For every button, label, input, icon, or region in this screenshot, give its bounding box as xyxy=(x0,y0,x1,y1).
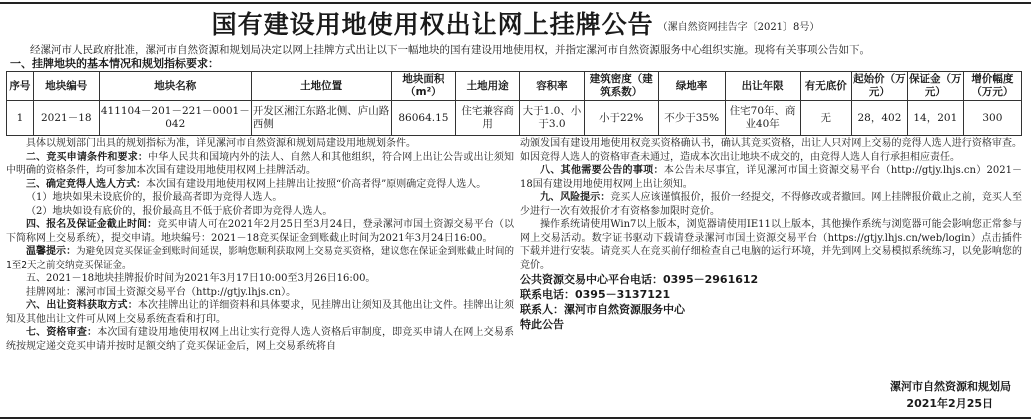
section4-heading: 四、报名及保证金截止时间： xyxy=(26,219,158,230)
col-header: 序号 xyxy=(7,72,34,101)
table-cell: 300 xyxy=(963,101,1021,136)
col-header: 土地用途 xyxy=(456,72,520,101)
issue-date: 2021年2月25日 xyxy=(906,397,993,410)
section7-heading: 七、资格审查： xyxy=(26,327,98,338)
section3-heading: 三、确定竞得人选人方式： xyxy=(26,178,146,190)
section7-continued: 动颁发国有建设用地使用权竞买资格确认书，确认其竞买资格，出让人只对网上交易的竞得人选人进行资格审查。如因竞得人选人的资格审查未通过，造成本次出让地块不成交的，由竞得人选人自行承担相应责任。 xyxy=(520,138,1022,163)
title-row xyxy=(0,8,1031,42)
section6-heading: 六、出让资料获取方式： xyxy=(26,300,138,311)
closing-text: 特此公告 xyxy=(520,318,564,331)
system-requirements: 操作系统请使用Win7以上版本，浏览器请使用IE11以上版本，其他操作系统与浏览器可能会影响您正常参与网上交易活动。数字证书驱动下载请登录漯河市国土资源交易平台（https://gtjy.lhjs.cn/web/login）点击插件下载并进行安装。请竞买人在竞买前仔细检查自己电脑的运行环境，并先到网上交易模拟系统练习，以免影响您的竞价。 xyxy=(520,219,1022,271)
table-cell: 大于1.0、小于3.0 xyxy=(520,101,585,136)
section3-body: 本次国有建设用地使用权网上挂牌出让按照“价高者得”原则确定竞得人选人。 xyxy=(146,178,487,190)
issuer-name: 漯河市自然资源和规划局 xyxy=(890,380,1011,393)
section7-body: 本次国有建设用地使用权网上出让实行竞得人选人资格后审制度，即竞买申请人在网上交易系统按规定递交竞买申请并按时足额交纳了竞买保证金后，网上交易系统将自 xyxy=(6,327,515,352)
section4 xyxy=(6,218,514,245)
section5-website: 挂牌网址：漯河市国土资源交易平台（http://gtjy.lhjs.cn）。 xyxy=(26,286,297,298)
contact-person: 联系人：漯河市自然资源服务中心 xyxy=(520,303,685,316)
section2 xyxy=(6,151,514,178)
left-column xyxy=(6,137,514,353)
body-columns xyxy=(6,137,1022,419)
section5: 五、2021－18地块挂牌报价时间为2021年3月17日10:00至3月26日16:00。 xyxy=(26,273,376,284)
section7 xyxy=(6,326,514,353)
section9-heading: 九、风险提示： xyxy=(540,192,611,203)
right-column xyxy=(520,137,1022,332)
section8-heading: 八、其他需要公告的事项： xyxy=(540,165,664,176)
table-cell: 1 xyxy=(7,101,34,136)
planning-note: 具体以规划部门出具的规划指标为准，详见漯河市自然资源和规划局建设用地规划条件。 xyxy=(26,138,416,149)
section2-body: 中华人民共和国境内外的法人、自然人和其他组织，符合网上出让公告或出让须知中明确的资格条件，均可参加本次国有建设用地使用权网上挂牌活动。 xyxy=(6,151,515,176)
table-cell: 无 xyxy=(800,101,851,136)
table-cell: 2021－18 xyxy=(33,101,99,136)
section3 xyxy=(6,178,514,192)
col-header: 地块名称 xyxy=(99,72,251,101)
section9 xyxy=(520,191,1022,218)
col-header: 地块面积（m²） xyxy=(391,72,456,101)
parcel-table xyxy=(6,71,1022,136)
section3-item-2: （2）地块如设有底价的，报价最高且不低于底价者即为竞得人选人。 xyxy=(26,205,333,217)
table-cell: 28，402 xyxy=(851,101,907,136)
section3-item-1: （1）地块如果未设底价的，报价最高者即为竞得人选人。 xyxy=(26,192,283,203)
table-row xyxy=(7,101,1022,136)
section8 xyxy=(520,164,1022,191)
tip-heading: 温馨提示： xyxy=(26,246,77,257)
section6 xyxy=(6,299,514,326)
table-cell: 411104－201－221－0001－042 xyxy=(99,101,251,136)
section4-body: 竞买申请人可在2021年2月25日至3月24日，登录漯河市国土资源交易平台（以下简称网上交易系统），提交申请。地块编号：2021－18竞买保证金到账截止时间为2021年3月24日16:00。 xyxy=(6,219,515,244)
table-cell: 小于22% xyxy=(584,101,658,136)
section2-heading: 二、竞买申请条件和要求： xyxy=(26,151,149,163)
col-header: 地块编号 xyxy=(33,72,99,101)
platform-phone: 公共资源交易中心平台电话：0395－2961612 xyxy=(520,273,759,286)
col-header: 土地位置 xyxy=(251,72,391,101)
table-cell: 86064.15 xyxy=(391,101,456,136)
col-header: 容积率 xyxy=(520,72,585,101)
col-header: 绿地率 xyxy=(658,72,725,101)
tip-paragraph xyxy=(6,245,514,272)
document-number: （漯自然资网挂告字〔2021〕8号） xyxy=(657,21,820,33)
section6-body: 本次挂牌出让的详细资料和具体要求，见挂牌出让须知及其他出让文件。挂牌出让须知及其他出让文件可从网上交易系统查看和打印。 xyxy=(6,300,515,325)
top-divider xyxy=(0,2,1031,4)
section8-body: 本公告未尽事宜，详见漯河市国土资源交易平台（http://gtjy.lhjs.cn）2021－18国有建设用地使用权网上出让须知。 xyxy=(520,165,1023,190)
table-cell: 不少于35% xyxy=(658,101,725,136)
section1-heading: 一、挂牌地块的基本情况和规划指标要求： xyxy=(10,57,219,70)
col-header: 有无底价 xyxy=(800,72,851,101)
table-cell: 14，201 xyxy=(907,101,963,136)
col-header: 增价幅度（万元） xyxy=(963,72,1021,101)
table-header-row xyxy=(7,72,1022,101)
col-header: 保证金（万元） xyxy=(907,72,963,101)
table-cell: 开发区湘江东路北侧、庐山路西侧 xyxy=(251,101,391,136)
intro-paragraph: 经漯河市人民政府批准，漯河市自然资源和规划局决定以网上挂牌方式出让以下一幅地块的国有建设用地使用权，并指定漯河市自然资源服务中心组织实施。现将有关事项公告如下。 xyxy=(30,44,870,56)
tip-body: 为避免因竞买保证金到账时间延误，影响您顺利获取网上交易竞买资格，建议您在保证金到账截止时间的1至2天之前交纳竞买保证金。 xyxy=(6,246,514,271)
contact-phone: 联系电话：0395－3137121 xyxy=(520,288,671,301)
page-title: 国有建设用地使用权出让网上挂牌公告 xyxy=(211,10,654,39)
table-cell: 住宅70年、商业40年 xyxy=(725,101,800,136)
section9-body: 竞买人应该谨慎报价，报价一经提交，不得修改或者撤回。网上挂牌报价截止之前，竞买人至少进行一次有效报价才有资格参加限时竞价。 xyxy=(520,192,1023,217)
col-header: 建筑密度（建筑系数） xyxy=(584,72,658,101)
col-header: 出让年限 xyxy=(725,72,800,101)
table-cell: 住宅兼容商用 xyxy=(456,101,520,136)
col-header: 起始价（万元） xyxy=(851,72,907,101)
